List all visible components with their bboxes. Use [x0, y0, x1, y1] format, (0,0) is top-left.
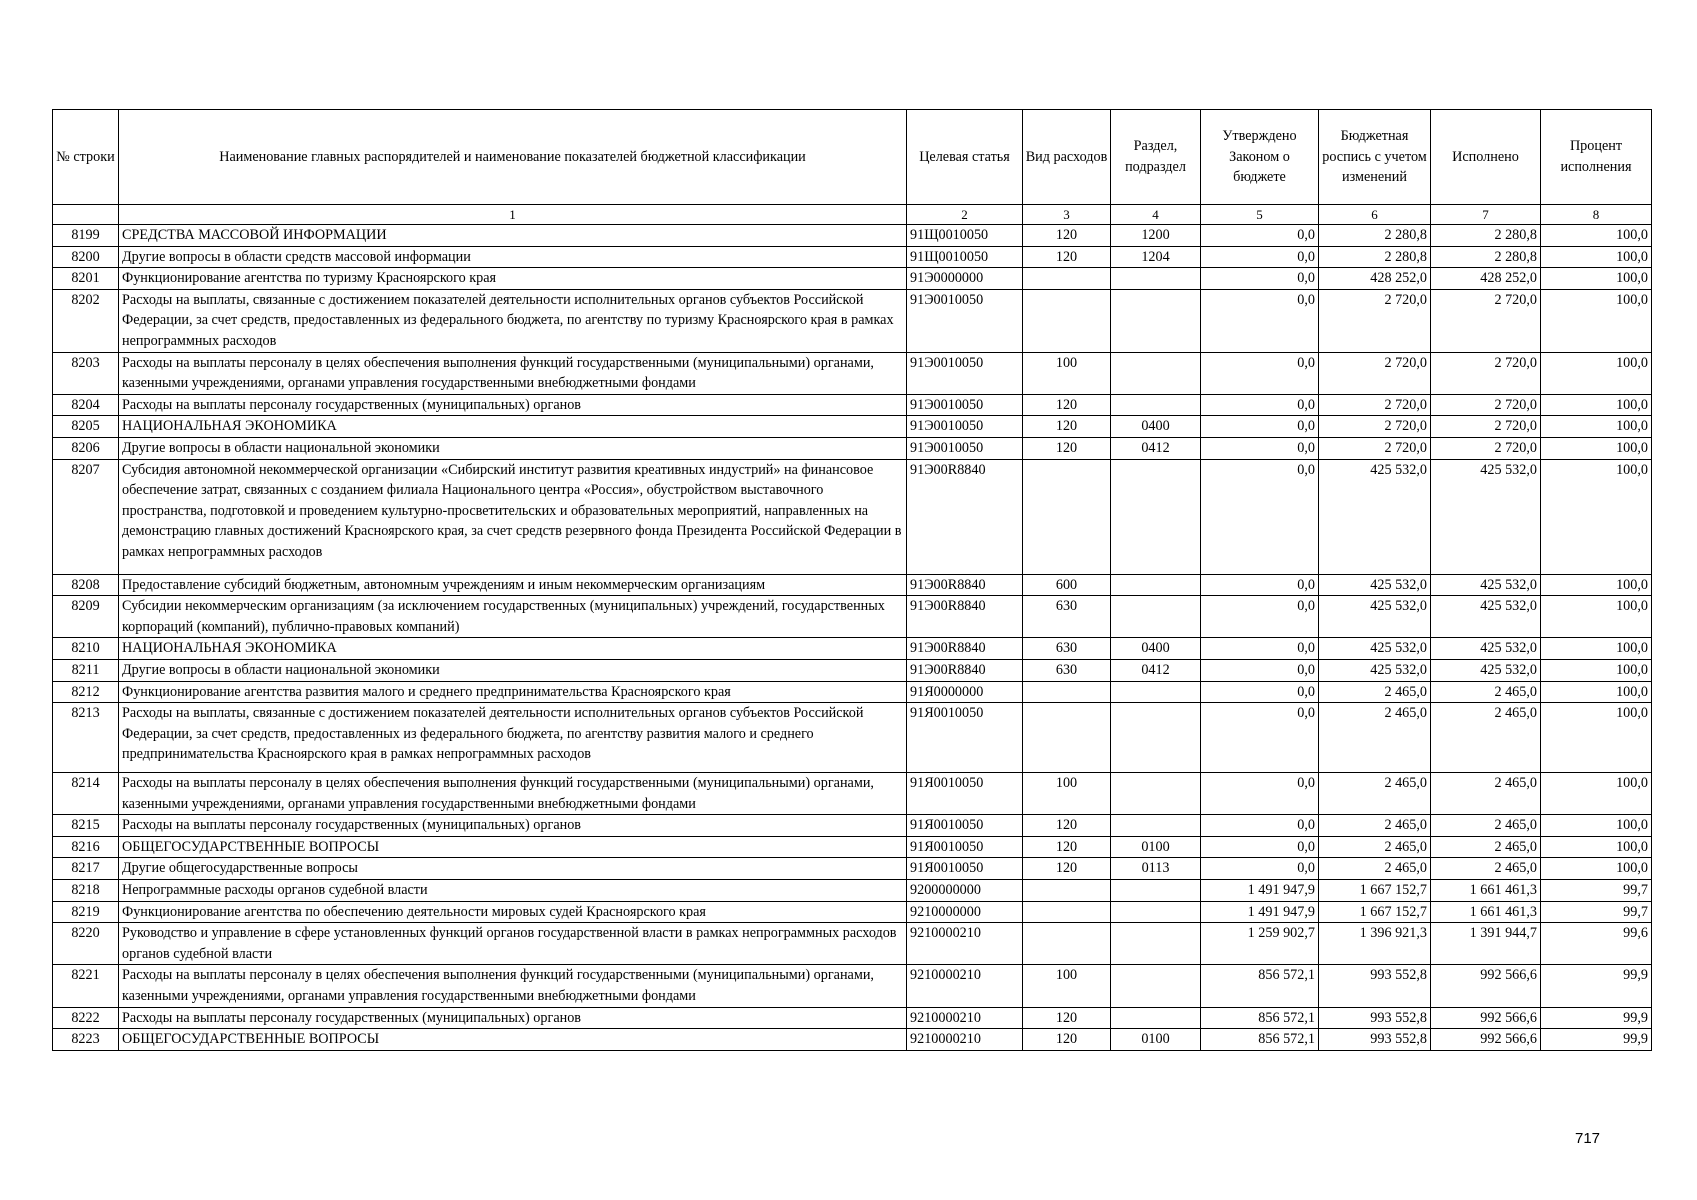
section-cell	[1111, 289, 1201, 352]
executed-cell: 2 720,0	[1431, 289, 1541, 352]
budget-schedule-cell: 425 532,0	[1319, 459, 1431, 574]
table-row	[53, 638, 1652, 660]
section-cell: 0400	[1111, 638, 1201, 660]
name-cell: Предоставление субсидий бюджетным, автономным учреждениям и иным некоммерческим организациям	[119, 574, 907, 596]
approved-cell: 0,0	[1201, 225, 1319, 247]
row-number-cell: 8199	[53, 225, 119, 247]
budget-schedule-cell: 425 532,0	[1319, 574, 1431, 596]
expense-type-cell	[1023, 901, 1111, 923]
table-row	[53, 923, 1652, 965]
section-cell: 0100	[1111, 1029, 1201, 1051]
target-article-cell: 91Щ0010050	[907, 225, 1023, 247]
row-number-cell: 8200	[53, 246, 119, 268]
approved-cell: 0,0	[1201, 681, 1319, 703]
expense-type-cell	[1023, 268, 1111, 290]
section-cell	[1111, 923, 1201, 965]
table-row	[53, 416, 1652, 438]
row-number-cell: 8217	[53, 858, 119, 880]
name-cell: Расходы на выплаты персоналу государственных (муниципальных) органов	[119, 815, 907, 837]
executed-cell: 2 465,0	[1431, 815, 1541, 837]
executed-cell: 992 566,6	[1431, 1007, 1541, 1029]
expense-type-cell	[1023, 703, 1111, 773]
percent-cell: 99,9	[1541, 1007, 1652, 1029]
target-article-cell: 91Э00R8840	[907, 574, 1023, 596]
section-cell	[1111, 815, 1201, 837]
name-cell: Другие вопросы в области национальной экономики	[119, 659, 907, 681]
table-row	[53, 659, 1652, 681]
expense-type-cell: 630	[1023, 659, 1111, 681]
approved-cell: 856 572,1	[1201, 965, 1319, 1007]
percent-cell: 100,0	[1541, 681, 1652, 703]
executed-cell: 2 465,0	[1431, 858, 1541, 880]
section-cell	[1111, 268, 1201, 290]
section-cell	[1111, 596, 1201, 638]
approved-cell: 0,0	[1201, 703, 1319, 773]
executed-cell: 2 465,0	[1431, 681, 1541, 703]
header-row	[53, 110, 1652, 205]
approved-cell: 1 491 947,9	[1201, 901, 1319, 923]
table-row	[53, 437, 1652, 459]
executed-cell: 1 391 944,7	[1431, 923, 1541, 965]
approved-cell: 0,0	[1201, 289, 1319, 352]
budget-schedule-cell: 1 667 152,7	[1319, 880, 1431, 902]
table-row	[53, 703, 1652, 773]
expense-type-cell	[1023, 681, 1111, 703]
page-number: 717	[1575, 1130, 1601, 1147]
section-cell: 1200	[1111, 225, 1201, 247]
budget-schedule-cell: 2 465,0	[1319, 815, 1431, 837]
table-row	[53, 773, 1652, 815]
row-number-cell: 8209	[53, 596, 119, 638]
budget-schedule-cell: 2 720,0	[1319, 352, 1431, 394]
approved-cell: 0,0	[1201, 246, 1319, 268]
row-number-cell: 8219	[53, 901, 119, 923]
column-number-cell: 7	[1431, 205, 1541, 225]
section-cell: 0113	[1111, 858, 1201, 880]
column-number-cell: 3	[1023, 205, 1111, 225]
header-cell-percent: Процент исполнения	[1541, 110, 1652, 205]
table-row	[53, 880, 1652, 902]
table-row	[53, 858, 1652, 880]
table-row	[53, 815, 1652, 837]
row-number-cell: 8220	[53, 923, 119, 965]
executed-cell: 425 532,0	[1431, 638, 1541, 660]
column-number-cell: 2	[907, 205, 1023, 225]
name-cell: ОБЩЕГОСУДАРСТВЕННЫЕ ВОПРОСЫ	[119, 1029, 907, 1051]
row-number-cell: 8201	[53, 268, 119, 290]
percent-cell: 100,0	[1541, 394, 1652, 416]
approved-cell: 0,0	[1201, 394, 1319, 416]
name-cell: Расходы на выплаты персоналу государственных (муниципальных) органов	[119, 1007, 907, 1029]
section-cell: 0400	[1111, 416, 1201, 438]
approved-cell: 0,0	[1201, 638, 1319, 660]
row-number-cell: 8202	[53, 289, 119, 352]
row-number-cell: 8206	[53, 437, 119, 459]
expense-type-cell: 100	[1023, 352, 1111, 394]
percent-cell: 100,0	[1541, 416, 1652, 438]
name-cell: Функционирование агентства по обеспечению деятельности мировых судей Красноярского края	[119, 901, 907, 923]
section-cell	[1111, 901, 1201, 923]
section-cell	[1111, 1007, 1201, 1029]
column-number-cell: 8	[1541, 205, 1652, 225]
budget-schedule-cell: 2 720,0	[1319, 289, 1431, 352]
header-cell-approved: Утверждено Законом о бюджете	[1201, 110, 1319, 205]
expense-type-cell	[1023, 459, 1111, 574]
name-cell: Руководство и управление в сфере установленных функций органов государственной власти в рамках непрограммных расходов органов судебной власти	[119, 923, 907, 965]
expense-type-cell: 120	[1023, 1029, 1111, 1051]
section-cell	[1111, 574, 1201, 596]
expense-type-cell: 100	[1023, 965, 1111, 1007]
percent-cell: 100,0	[1541, 459, 1652, 574]
executed-cell: 1 661 461,3	[1431, 901, 1541, 923]
budget-schedule-cell: 2 465,0	[1319, 681, 1431, 703]
expense-type-cell: 120	[1023, 858, 1111, 880]
approved-cell: 0,0	[1201, 596, 1319, 638]
percent-cell: 100,0	[1541, 858, 1652, 880]
percent-cell: 99,9	[1541, 1029, 1652, 1051]
executed-cell: 2 465,0	[1431, 773, 1541, 815]
percent-cell: 100,0	[1541, 225, 1652, 247]
expense-type-cell: 120	[1023, 815, 1111, 837]
row-number-cell: 8211	[53, 659, 119, 681]
section-cell: 0412	[1111, 437, 1201, 459]
name-cell: Расходы на выплаты персоналу в целях обеспечения выполнения функций государственными (муниципальными) органами, казенными учреждениями, органами управления государственными внебюджетными фондами	[119, 965, 907, 1007]
executed-cell: 425 532,0	[1431, 574, 1541, 596]
row-number-cell: 8218	[53, 880, 119, 902]
executed-cell: 2 465,0	[1431, 836, 1541, 858]
target-article-cell: 91Э00R8840	[907, 638, 1023, 660]
table-row	[53, 901, 1652, 923]
row-number-cell: 8212	[53, 681, 119, 703]
expense-type-cell: 120	[1023, 394, 1111, 416]
header-cell-row-number: № строки	[53, 110, 119, 205]
budget-schedule-cell: 2 465,0	[1319, 773, 1431, 815]
name-cell: Расходы на выплаты персоналу в целях обеспечения выполнения функций государственными (муниципальными) органами, казенными учреждениями, органами управления государственными внебюджетными фондами	[119, 773, 907, 815]
name-cell: НАЦИОНАЛЬНАЯ ЭКОНОМИКА	[119, 638, 907, 660]
percent-cell: 99,7	[1541, 880, 1652, 902]
target-article-cell: 91Э0010050	[907, 289, 1023, 352]
budget-schedule-cell: 2 280,8	[1319, 225, 1431, 247]
approved-cell: 0,0	[1201, 268, 1319, 290]
name-cell: НАЦИОНАЛЬНАЯ ЭКОНОМИКА	[119, 416, 907, 438]
approved-cell: 856 572,1	[1201, 1029, 1319, 1051]
percent-cell: 99,6	[1541, 923, 1652, 965]
expense-type-cell: 600	[1023, 574, 1111, 596]
name-cell: Другие вопросы в области средств массовой информации	[119, 246, 907, 268]
row-number-cell: 8208	[53, 574, 119, 596]
target-article-cell: 91Э0010050	[907, 394, 1023, 416]
header-cell-name: Наименование главных распорядителей и наименование показателей бюджетной классификации	[119, 110, 907, 205]
executed-cell: 2 720,0	[1431, 437, 1541, 459]
percent-cell: 100,0	[1541, 815, 1652, 837]
budget-schedule-cell: 993 552,8	[1319, 1007, 1431, 1029]
name-cell: Другие общегосударственные вопросы	[119, 858, 907, 880]
expense-type-cell	[1023, 880, 1111, 902]
percent-cell: 100,0	[1541, 638, 1652, 660]
approved-cell: 0,0	[1201, 815, 1319, 837]
header-cell-executed: Исполнено	[1431, 110, 1541, 205]
budget-schedule-cell: 425 532,0	[1319, 596, 1431, 638]
expense-type-cell: 120	[1023, 416, 1111, 438]
section-cell: 0100	[1111, 836, 1201, 858]
row-number-cell: 8203	[53, 352, 119, 394]
row-number-cell: 8213	[53, 703, 119, 773]
row-number-cell: 8214	[53, 773, 119, 815]
target-article-cell: 91Э0010050	[907, 352, 1023, 394]
target-article-cell: 91Щ0010050	[907, 246, 1023, 268]
percent-cell: 100,0	[1541, 268, 1652, 290]
section-cell	[1111, 703, 1201, 773]
percent-cell: 100,0	[1541, 703, 1652, 773]
percent-cell: 100,0	[1541, 836, 1652, 858]
executed-cell: 992 566,6	[1431, 965, 1541, 1007]
budget-schedule-cell: 425 532,0	[1319, 638, 1431, 660]
table-body	[53, 225, 1652, 1051]
row-number-cell: 8222	[53, 1007, 119, 1029]
expense-type-cell: 120	[1023, 1007, 1111, 1029]
header-cell-budget-schedule: Бюджетная роспись с учетом изменений	[1319, 110, 1431, 205]
budget-schedule-cell: 2 465,0	[1319, 703, 1431, 773]
executed-cell: 428 252,0	[1431, 268, 1541, 290]
target-article-cell: 91Э0000000	[907, 268, 1023, 290]
column-number-cell: 5	[1201, 205, 1319, 225]
target-article-cell: 91Э00R8840	[907, 459, 1023, 574]
name-cell: Субсидии некоммерческим организациям (за исключением государственных (муниципальных) учреждений, государственных корпораций (компаний), публично-правовых компаний)	[119, 596, 907, 638]
percent-cell: 100,0	[1541, 437, 1652, 459]
target-article-cell: 91Э0010050	[907, 416, 1023, 438]
executed-cell: 2 720,0	[1431, 416, 1541, 438]
expense-type-cell: 120	[1023, 225, 1111, 247]
executed-cell: 1 661 461,3	[1431, 880, 1541, 902]
executed-cell: 992 566,6	[1431, 1029, 1541, 1051]
table-row	[53, 965, 1652, 1007]
executed-cell: 2 465,0	[1431, 703, 1541, 773]
target-article-cell: 91Я0010050	[907, 858, 1023, 880]
name-cell: Другие вопросы в области национальной экономики	[119, 437, 907, 459]
table-row	[53, 681, 1652, 703]
column-number-row	[53, 205, 1652, 225]
section-cell	[1111, 394, 1201, 416]
target-article-cell: 9210000000	[907, 901, 1023, 923]
table-row	[53, 246, 1652, 268]
name-cell: ОБЩЕГОСУДАРСТВЕННЫЕ ВОПРОСЫ	[119, 836, 907, 858]
table-row	[53, 574, 1652, 596]
expense-type-cell: 630	[1023, 638, 1111, 660]
budget-schedule-cell: 425 532,0	[1319, 659, 1431, 681]
row-number-cell: 8221	[53, 965, 119, 1007]
column-number-cell	[53, 205, 119, 225]
budget-schedule-cell: 1 667 152,7	[1319, 901, 1431, 923]
expense-type-cell: 100	[1023, 773, 1111, 815]
table-row	[53, 225, 1652, 247]
executed-cell: 425 532,0	[1431, 596, 1541, 638]
name-cell: Расходы на выплаты, связанные с достижением показателей деятельности исполнительных органов субъектов Российской Федерации, за счет средств, предоставленных из федерального бюджета, по агентству по туризму Красноярского края в рамках непрограммных расходов	[119, 289, 907, 352]
table-row	[53, 459, 1652, 574]
name-cell: Непрограммные расходы органов судебной власти	[119, 880, 907, 902]
executed-cell: 2 280,8	[1431, 246, 1541, 268]
executed-cell: 2 720,0	[1431, 394, 1541, 416]
target-article-cell: 91Я0010050	[907, 836, 1023, 858]
target-article-cell: 91Я0010050	[907, 815, 1023, 837]
target-article-cell: 91Э0010050	[907, 437, 1023, 459]
target-article-cell: 9210000210	[907, 923, 1023, 965]
target-article-cell: 91Я0010050	[907, 773, 1023, 815]
budget-schedule-cell: 2 720,0	[1319, 416, 1431, 438]
approved-cell: 1 491 947,9	[1201, 880, 1319, 902]
approved-cell: 1 259 902,7	[1201, 923, 1319, 965]
budget-schedule-cell: 993 552,8	[1319, 965, 1431, 1007]
row-number-cell: 8207	[53, 459, 119, 574]
section-cell	[1111, 352, 1201, 394]
percent-cell: 100,0	[1541, 574, 1652, 596]
approved-cell: 0,0	[1201, 858, 1319, 880]
header-cell-target-article: Целевая статья	[907, 110, 1023, 205]
name-cell: Функционирование агентства по туризму Красноярского края	[119, 268, 907, 290]
approved-cell: 0,0	[1201, 437, 1319, 459]
budget-schedule-cell: 2 465,0	[1319, 858, 1431, 880]
column-number-cell: 1	[119, 205, 907, 225]
budget-schedule-cell: 428 252,0	[1319, 268, 1431, 290]
percent-cell: 100,0	[1541, 659, 1652, 681]
expense-type-cell: 630	[1023, 596, 1111, 638]
name-cell: Расходы на выплаты персоналу в целях обеспечения выполнения функций государственными (муниципальными) органами, казенными учреждениями, органами управления государственными внебюджетными фондами	[119, 352, 907, 394]
approved-cell: 0,0	[1201, 352, 1319, 394]
percent-cell: 99,7	[1541, 901, 1652, 923]
approved-cell: 856 572,1	[1201, 1007, 1319, 1029]
approved-cell: 0,0	[1201, 416, 1319, 438]
header-cell-section: Раздел, подраздел	[1111, 110, 1201, 205]
table-row	[53, 1029, 1652, 1051]
row-number-cell: 8205	[53, 416, 119, 438]
row-number-cell: 8210	[53, 638, 119, 660]
target-article-cell: 91Э00R8840	[907, 596, 1023, 638]
name-cell: Расходы на выплаты персоналу государственных (муниципальных) органов	[119, 394, 907, 416]
executed-cell: 2 720,0	[1431, 352, 1541, 394]
budget-schedule-cell: 2 720,0	[1319, 437, 1431, 459]
table-row	[53, 268, 1652, 290]
approved-cell: 0,0	[1201, 459, 1319, 574]
section-cell	[1111, 773, 1201, 815]
percent-cell: 100,0	[1541, 246, 1652, 268]
section-cell	[1111, 459, 1201, 574]
percent-cell: 99,9	[1541, 965, 1652, 1007]
percent-cell: 100,0	[1541, 289, 1652, 352]
table-row	[53, 1007, 1652, 1029]
expense-type-cell: 120	[1023, 836, 1111, 858]
section-cell: 0412	[1111, 659, 1201, 681]
row-number-cell: 8215	[53, 815, 119, 837]
header-cell-expense-type: Вид расходов	[1023, 110, 1111, 205]
column-number-cell: 6	[1319, 205, 1431, 225]
approved-cell: 0,0	[1201, 574, 1319, 596]
name-cell: Функционирование агентства развития малого и среднего предпринимательства Красноярского края	[119, 681, 907, 703]
section-cell	[1111, 880, 1201, 902]
budget-schedule-cell: 993 552,8	[1319, 1029, 1431, 1051]
target-article-cell: 9210000210	[907, 965, 1023, 1007]
row-number-cell: 8216	[53, 836, 119, 858]
table-row	[53, 352, 1652, 394]
target-article-cell: 9200000000	[907, 880, 1023, 902]
row-number-cell: 8204	[53, 394, 119, 416]
target-article-cell: 9210000210	[907, 1007, 1023, 1029]
table-row	[53, 836, 1652, 858]
approved-cell: 0,0	[1201, 659, 1319, 681]
percent-cell: 100,0	[1541, 596, 1652, 638]
expense-type-cell: 120	[1023, 437, 1111, 459]
approved-cell: 0,0	[1201, 773, 1319, 815]
name-cell: СРЕДСТВА МАССОВОЙ ИНФОРМАЦИИ	[119, 225, 907, 247]
target-article-cell: 91Э00R8840	[907, 659, 1023, 681]
target-article-cell: 91Я0010050	[907, 703, 1023, 773]
budget-schedule-cell: 2 465,0	[1319, 836, 1431, 858]
table-row	[53, 394, 1652, 416]
section-cell: 1204	[1111, 246, 1201, 268]
expense-type-cell	[1023, 289, 1111, 352]
expense-type-cell	[1023, 923, 1111, 965]
percent-cell: 100,0	[1541, 352, 1652, 394]
column-number-cell: 4	[1111, 205, 1201, 225]
target-article-cell: 91Я0000000	[907, 681, 1023, 703]
executed-cell: 425 532,0	[1431, 459, 1541, 574]
executed-cell: 2 280,8	[1431, 225, 1541, 247]
table-row	[53, 596, 1652, 638]
section-cell	[1111, 965, 1201, 1007]
name-cell: Субсидия автономной некоммерческой организации «Сибирский институт развития креативных индустрий» на финансовое обеспечение затрат, связанных с созданием филиала Национального центра «Россия», обустройством выставочного пространства, подготовкой и проведением культурно-просветительских и образовательных мероприятий, направленных на демонстрацию главных достижений Красноярского края, за счет средств резервного фонда Президента Российской Федерации в рамках непрограммных расходов	[119, 459, 907, 574]
expense-type-cell: 120	[1023, 246, 1111, 268]
budget-schedule-cell: 2 720,0	[1319, 394, 1431, 416]
row-number-cell: 8223	[53, 1029, 119, 1051]
target-article-cell: 9210000210	[907, 1029, 1023, 1051]
budget-schedule-cell: 1 396 921,3	[1319, 923, 1431, 965]
percent-cell: 100,0	[1541, 773, 1652, 815]
section-cell	[1111, 681, 1201, 703]
name-cell: Расходы на выплаты, связанные с достижением показателей деятельности исполнительных органов субъектов Российской Федерации, за счет средств, предоставленных из федерального бюджета, по агентству развития малого и среднего предпринимательства Красноярского края в рамках непрограммных расходов	[119, 703, 907, 773]
approved-cell: 0,0	[1201, 836, 1319, 858]
executed-cell: 425 532,0	[1431, 659, 1541, 681]
budget-schedule-cell: 2 280,8	[1319, 246, 1431, 268]
table-row	[53, 289, 1652, 352]
budget-execution-table	[52, 109, 1652, 1051]
